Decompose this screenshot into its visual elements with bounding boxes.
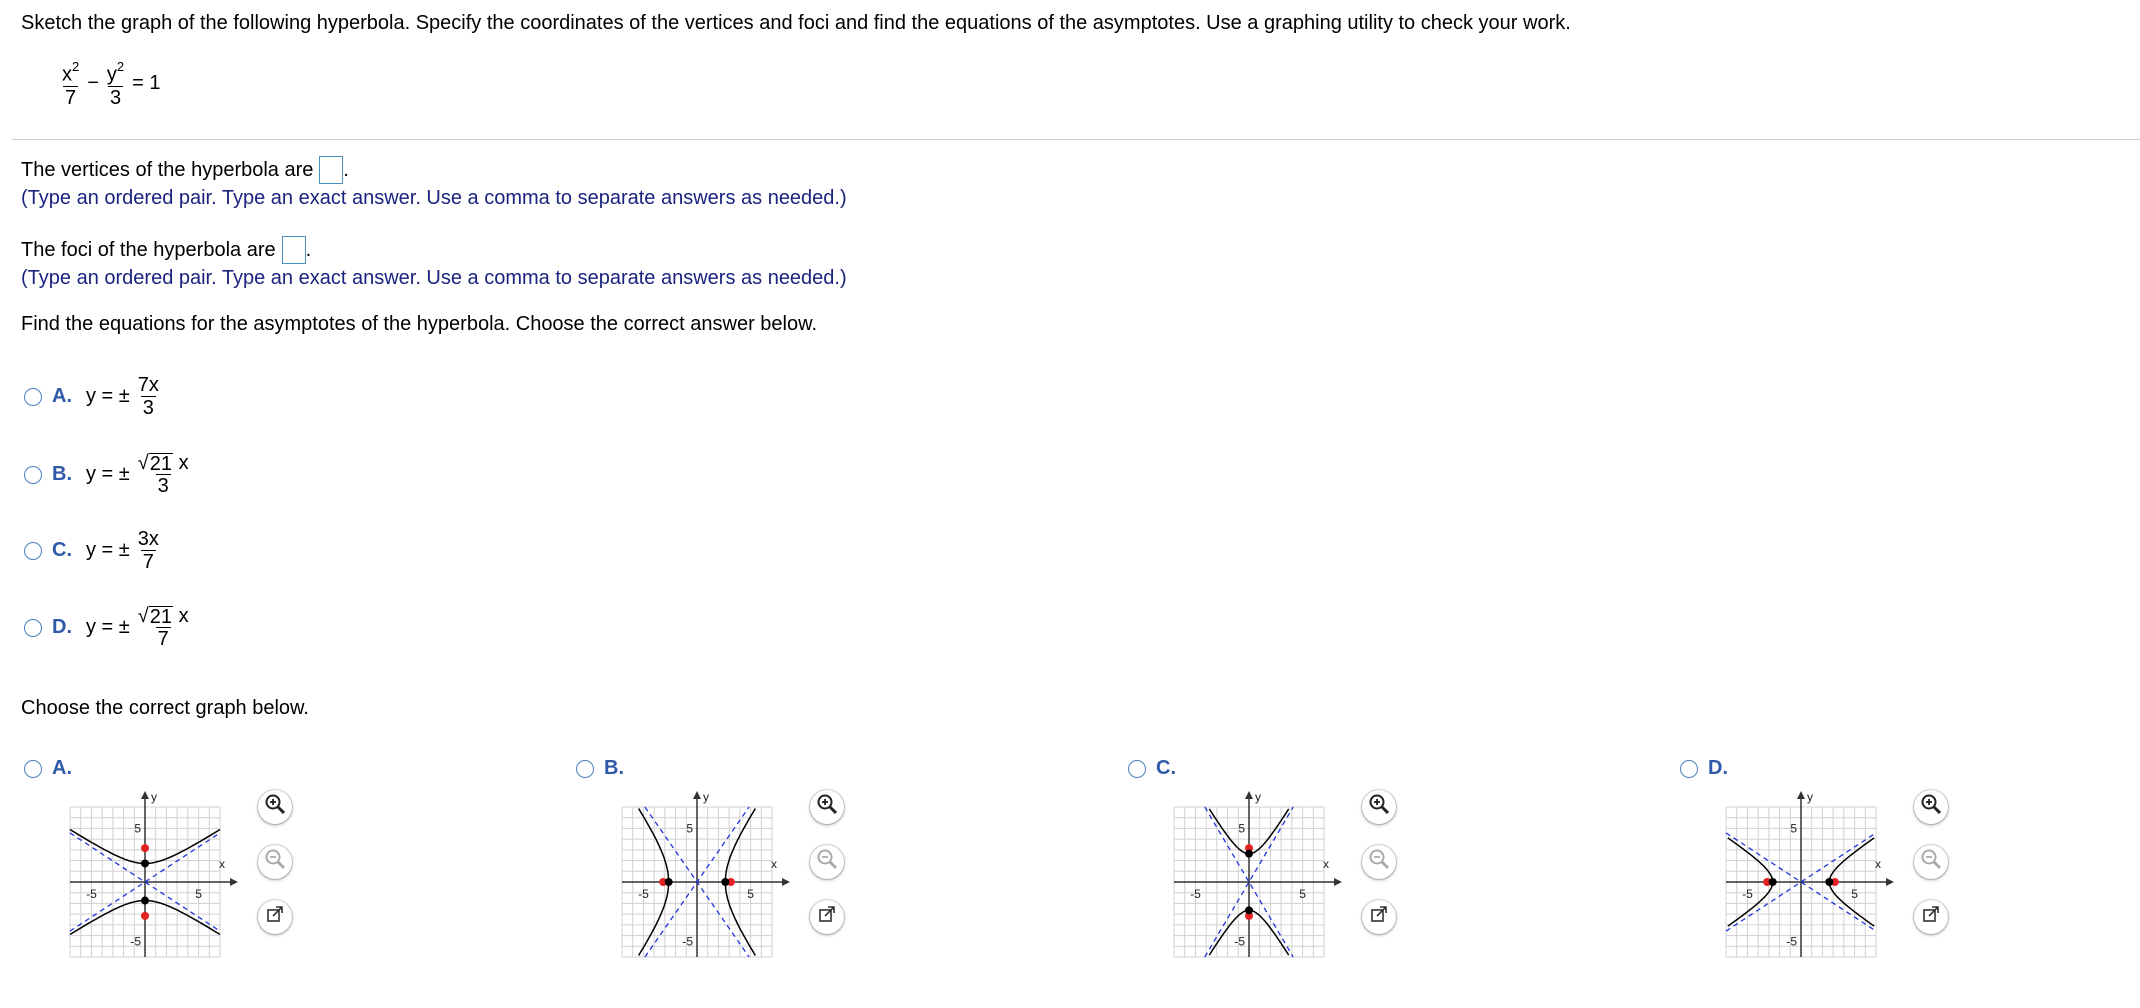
zoom-in-button[interactable] [1914, 790, 1948, 824]
graph-c-tools [1362, 790, 1396, 934]
x-tick-label: 5 [1299, 887, 1306, 901]
option-letter: B. [52, 463, 72, 485]
option-numerator: 3x [137, 528, 159, 550]
x-axis-arrow [1334, 878, 1342, 886]
graph-option-a-radio[interactable] [24, 760, 42, 778]
option-numerator [136, 452, 191, 474]
y-tick-label: -5 [130, 934, 141, 949]
option-letter: B. [604, 757, 624, 779]
graph-option-d-radio[interactable] [1680, 760, 1698, 778]
y-axis-label: y [151, 790, 157, 804]
graph-option-a[interactable] [24, 757, 86, 780]
graph-option-b-radio[interactable] [576, 760, 594, 778]
x-fraction [60, 58, 81, 109]
x-tick-label: 5 [747, 887, 754, 901]
zoom-out-button[interactable] [258, 845, 292, 879]
asymptote-option-b-radio[interactable] [24, 466, 42, 484]
foci-hint: (Type an ordered pair. Type an exact answer. Use a comma to separate answers as needed.) [21, 267, 847, 289]
foci-period: . [305, 238, 312, 261]
x-axis-label: x [771, 857, 777, 871]
zoom-in-icon [816, 793, 838, 821]
vertices-question [21, 156, 349, 184]
sqrt-expression [138, 452, 173, 474]
graph-c-plot [1164, 787, 1344, 987]
vertex-point [665, 878, 673, 886]
y-axis-label: y [1255, 790, 1261, 804]
minus-sign: − [87, 71, 99, 94]
option-letter: D. [1708, 757, 1728, 779]
y-exponent: 2 [116, 59, 125, 74]
open-graph-button[interactable] [258, 900, 292, 934]
sqrt-expression [138, 605, 173, 627]
y-tick-label: -5 [1786, 934, 1797, 949]
x-tick-label: -5 [86, 887, 97, 901]
x-exponent: 2 [72, 59, 80, 74]
vertex-point [141, 897, 149, 905]
vertex-point [1245, 906, 1253, 914]
open-graph-button[interactable] [810, 900, 844, 934]
graph-b[interactable] [612, 787, 792, 993]
x-axis-arrow [782, 878, 790, 886]
open-graph-button[interactable] [1914, 900, 1948, 934]
sqrt-sign: √ [137, 605, 149, 627]
x-denominator: 7 [65, 86, 77, 109]
equation-rhs: = 1 [132, 71, 161, 94]
graph-option-b[interactable] [576, 757, 638, 780]
y-tick-label: -5 [682, 934, 693, 949]
option-prefix: y = ± [86, 539, 130, 561]
divider [12, 139, 2140, 140]
vertices-label: The vertices of the hyperbola are [21, 158, 314, 181]
graph-question: Choose the correct graph below. [21, 697, 309, 719]
option-prefix: y = ± [86, 616, 130, 638]
y-axis-arrow [1797, 791, 1805, 799]
open-external-icon [817, 904, 837, 930]
instruction-text: Sketch the graph of the following hyperbola. Specify the coordinates of the vertices and foci and find the equations of the asymptotes. Use a graphing utility to check your work. [21, 12, 1571, 34]
asymptote-option-a-radio[interactable] [24, 388, 42, 406]
option-letter: C. [1156, 757, 1176, 779]
zoom-in-button[interactable] [258, 790, 292, 824]
open-external-icon [1921, 904, 1941, 930]
x-tick-label: -5 [1190, 887, 1201, 901]
option-denominator: 7 [142, 551, 154, 573]
option-fraction [136, 452, 191, 497]
foci-question [21, 236, 311, 264]
asymptote-option-c[interactable] [24, 528, 161, 573]
zoom-out-button[interactable] [1362, 845, 1396, 879]
graph-a-plot [60, 787, 240, 987]
option-numerator: 7x [137, 374, 159, 396]
sqrt-sign: √ [137, 452, 149, 474]
zoom-out-button[interactable] [810, 845, 844, 879]
open-external-icon [265, 904, 285, 930]
asymptote-option-c-radio[interactable] [24, 542, 42, 560]
focus-point [141, 912, 149, 920]
x-axis-arrow [1886, 878, 1894, 886]
asymptote-option-d[interactable] [24, 605, 191, 650]
option-prefix: y = ± [86, 385, 130, 407]
y-axis-arrow [141, 791, 149, 799]
graph-d[interactable] [1716, 787, 1896, 993]
radicand: 21 [149, 606, 173, 628]
vertices-period: . [343, 158, 349, 181]
zoom-out-icon [264, 848, 286, 876]
x-axis-arrow [230, 878, 238, 886]
y-numerator: y [106, 63, 117, 86]
y-axis-label: y [703, 790, 709, 804]
graph-b-tools [810, 790, 844, 934]
graph-a-tools [258, 790, 292, 934]
option-denominator: 3 [142, 397, 154, 419]
option-denominator: 7 [157, 628, 169, 650]
numerator-variable: x [178, 452, 189, 474]
vertex-point [141, 859, 149, 867]
y-fraction [105, 58, 126, 109]
x-tick-label: -5 [1742, 887, 1753, 901]
zoom-out-icon [1920, 848, 1942, 876]
asymptote-option-a[interactable] [24, 374, 161, 419]
open-graph-button[interactable] [1362, 900, 1396, 934]
zoom-out-icon [1368, 848, 1390, 876]
numerator-variable: x [178, 605, 189, 627]
y-denominator: 3 [109, 86, 122, 109]
x-tick-label: 5 [1851, 887, 1858, 901]
vertices-answer-input[interactable] [319, 156, 343, 184]
option-letter: A. [52, 757, 72, 779]
x-tick-label: 5 [195, 887, 202, 901]
focus-point [141, 844, 149, 852]
open-external-icon [1369, 904, 1389, 930]
graph-d-tools [1914, 790, 1948, 934]
radicand: 21 [149, 453, 173, 475]
x-axis-label: x [1875, 857, 1881, 871]
foci-answer-input[interactable] [282, 236, 306, 264]
zoom-out-icon [816, 848, 838, 876]
zoom-out-button[interactable] [1914, 845, 1948, 879]
foci-label: The foci of the hyperbola are [21, 238, 276, 261]
zoom-in-button[interactable] [1362, 790, 1396, 824]
option-prefix: y = ± [86, 463, 130, 485]
graph-a[interactable] [60, 787, 240, 993]
vertex-point [721, 878, 729, 886]
option-letter: A. [52, 385, 72, 407]
option-fraction [136, 605, 191, 650]
y-axis-label: y [1807, 790, 1813, 804]
y-tick-label: -5 [1234, 934, 1245, 949]
graph-d-plot [1716, 787, 1896, 987]
asymptote-option-d-radio[interactable] [24, 619, 42, 637]
graph-c[interactable] [1164, 787, 1344, 993]
vertices-hint: (Type an ordered pair. Type an exact answer. Use a comma to separate answers as needed.) [21, 187, 847, 209]
option-letter: D. [52, 616, 72, 638]
x-axis-label: x [219, 857, 225, 871]
y-axis-arrow [693, 791, 701, 799]
vertex-point [1825, 878, 1833, 886]
x-axis-label: x [1323, 857, 1329, 871]
x-tick-label: -5 [638, 887, 649, 901]
y-tick-label: 5 [134, 821, 141, 836]
option-fraction [136, 528, 161, 573]
vertex-point [1769, 878, 1777, 886]
y-tick-label: 5 [1238, 821, 1245, 836]
asymptotes-question: Find the equations for the asymptotes of the hyperbola. Choose the correct answer below. [21, 313, 818, 335]
zoom-in-icon [1920, 793, 1942, 821]
y-tick-label: 5 [1790, 821, 1797, 836]
option-letter: C. [52, 539, 72, 561]
graph-b-plot [612, 787, 792, 987]
graph-option-d[interactable] [1680, 757, 1742, 780]
y-tick-label: 5 [686, 821, 693, 836]
asymptote-option-b[interactable] [24, 452, 191, 497]
option-numerator [136, 605, 191, 627]
hyperbola-equation [60, 58, 161, 109]
zoom-in-icon [1368, 793, 1390, 821]
vertex-point [1245, 850, 1253, 858]
zoom-in-icon [264, 793, 286, 821]
y-axis-arrow [1245, 791, 1253, 799]
graph-option-c[interactable] [1128, 757, 1190, 780]
x-numerator: x [62, 63, 72, 86]
option-denominator: 3 [157, 475, 169, 497]
graph-option-c-radio[interactable] [1128, 760, 1146, 778]
option-fraction [136, 374, 161, 419]
zoom-in-button[interactable] [810, 790, 844, 824]
